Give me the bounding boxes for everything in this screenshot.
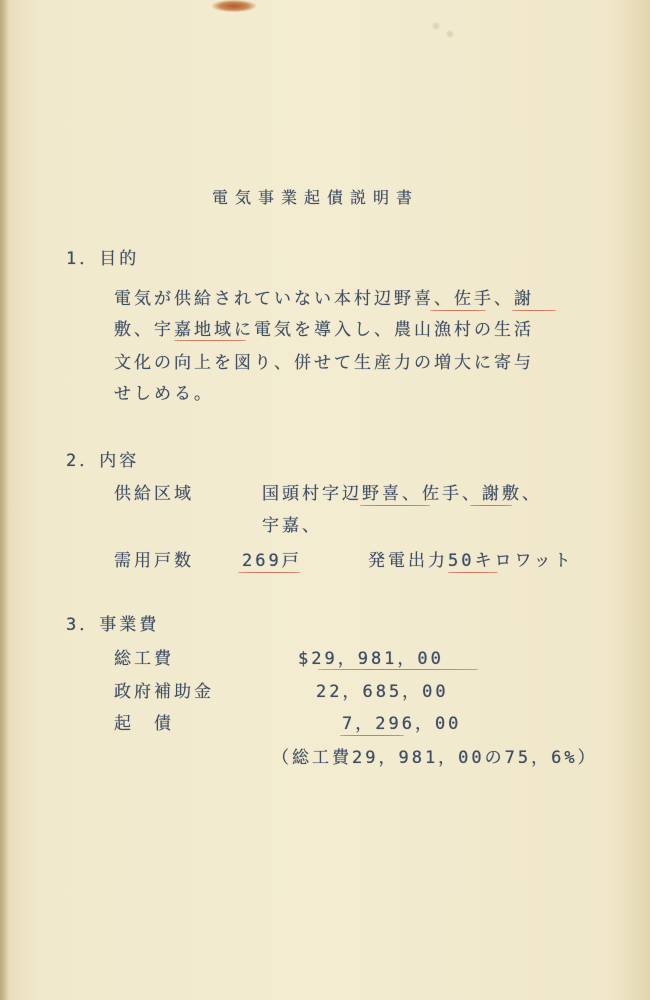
section-heading-cost: 3．事業費 xyxy=(66,615,160,635)
households-label: 需用戸数 xyxy=(114,551,194,571)
staple-hole xyxy=(446,30,454,38)
purpose-line: せしめる。 xyxy=(114,384,214,404)
supply-area-label: 供給区域 xyxy=(114,484,194,504)
cost-label-subsidy: 政府補助金 xyxy=(114,682,214,702)
purpose-line: 文化の向上を図り、併せて生産力の増大に寄与 xyxy=(114,353,534,373)
handwritten-wavy-underline xyxy=(340,735,404,736)
rust-stain xyxy=(212,0,256,12)
handwritten-underline xyxy=(448,572,498,573)
section-heading-content: 2．内容 xyxy=(66,451,140,471)
handwritten-underline xyxy=(470,505,512,506)
cost-value-bond: 7，296，00 xyxy=(342,714,462,734)
cost-value-total: $29，981，00 xyxy=(298,649,444,669)
supply-area-value-cont: 宇嘉、 xyxy=(262,516,322,536)
handwritten-underline xyxy=(174,340,246,341)
handwritten-underline xyxy=(318,669,478,670)
generation-output: 発電出力50キロワット xyxy=(368,551,574,571)
handwritten-underline xyxy=(238,572,300,573)
paper-edge-shadow xyxy=(0,0,9,1000)
handwritten-underline xyxy=(430,310,486,311)
staple-hole xyxy=(432,22,440,30)
document-title: 電気事業起債説明書 xyxy=(212,188,420,207)
cost-note: （総工費29，981，00の75，6%） xyxy=(272,748,598,768)
cost-label-total: 総工費 xyxy=(114,649,174,669)
cost-value-subsidy: 22，685，00 xyxy=(316,682,449,702)
handwritten-underline xyxy=(512,310,556,311)
purpose-line: 電気が供給されていない本村辺野喜、佐手、謝 xyxy=(114,289,534,309)
section-heading-purpose: 1．目的 xyxy=(66,249,140,269)
purpose-line: 敷、宇嘉地域に電気を導入し、農山漁村の生活 xyxy=(114,320,534,340)
households-value: 269戸 xyxy=(242,551,302,571)
handwritten-underline xyxy=(360,505,430,506)
cost-label-bond: 起 債 xyxy=(114,714,174,734)
supply-area-value: 国頭村字辺野喜、佐手、謝敷、 xyxy=(262,484,542,504)
